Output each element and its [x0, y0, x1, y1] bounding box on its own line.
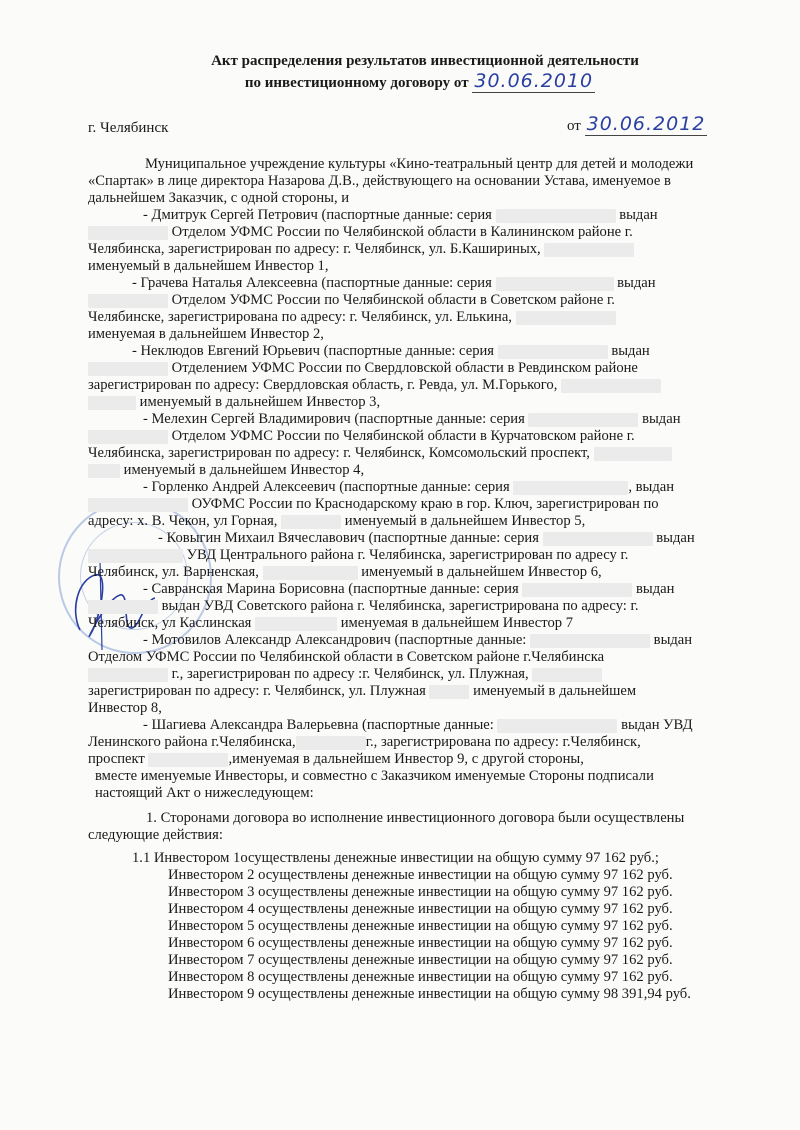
address-text: Челябинск, ул Каслинская [88, 615, 252, 631]
investor-6-line [158, 530, 800, 547]
redacted-block [513, 481, 628, 495]
investor-4-address [88, 445, 788, 462]
investor-1-name: - Дмитрук Сергей Петрович (паспортные данные: серия [143, 207, 492, 223]
line-01: Муниципальное учреждение культуры «Кино-театральный центр для детей и молодежи [145, 156, 694, 172]
investor-2-authority [88, 292, 788, 309]
investor-2-address [88, 309, 788, 326]
redacted-block [88, 668, 168, 682]
investor-9-address [88, 751, 788, 768]
redacted-block [88, 226, 168, 240]
investment-item-3: Инвестором 3 осуществлены денежные инвестиции на общую сумму 97 162 руб. [168, 884, 673, 900]
redacted-block [516, 311, 616, 325]
redacted-block [88, 396, 136, 410]
redacted-block [88, 600, 158, 614]
investor-4-designation [88, 462, 788, 479]
issued-label: выдан [611, 343, 650, 359]
designation-text: ,именуемая в дальнейшем Инвестор 9, с другой стороны, [228, 751, 584, 767]
investor-8-address-2 [88, 683, 788, 700]
investor-9-authority [88, 734, 788, 751]
document-subtitle [20, 70, 800, 92]
section-1-subheading: следующие действия: [88, 827, 223, 843]
designation-text: именуемый в дальнейшем [473, 683, 637, 699]
authority-text: Отделением УФМС России по Свердловской области в Ревдинском районе [171, 360, 638, 376]
investor-1-authority [88, 224, 788, 241]
investment-item-5: Инвестором 5 осуществлены денежные инвестиции на общую сумму 97 162 руб. [168, 918, 673, 934]
redacted-block [594, 447, 672, 461]
redacted-block [528, 413, 638, 427]
redacted-block [255, 617, 337, 631]
investor-3-name: - Неклюдов Евгений Юрьевич (паспортные данные: серия [132, 343, 495, 359]
investor-6-address [88, 564, 788, 581]
investment-item-2: Инвестором 2 осуществлены денежные инвестиции на общую сумму 97 162 руб. [168, 867, 673, 883]
investor-5-name: - Горленко Андрей Алексеевич (паспортные данные: серия [143, 479, 510, 495]
investor-6-authority [88, 547, 788, 564]
investor-4-name: - Мелехин Сергей Владимирович (паспортные данные: серия [143, 411, 525, 427]
address-text: г., зарегистрирована по адресу: г.Челябинск, [365, 734, 641, 750]
authority-text: Ленинского района г.Челябинска, [88, 734, 296, 750]
redacted-block [88, 294, 168, 308]
act-date [567, 113, 707, 135]
investor-4-authority [88, 428, 788, 445]
issued-label: выдан УВД [621, 717, 693, 733]
address-text: зарегистрирован по адресу: Свердловская область, г. Ревда, ул. М.Горького, [88, 377, 558, 393]
redacted-block [497, 719, 617, 733]
redacted-block [429, 685, 469, 699]
issued-label: выдан [636, 581, 675, 597]
redacted-block [496, 277, 614, 291]
document-title: Акт распределения результатов инвестиционной деятельности [211, 53, 639, 69]
redacted-block [281, 515, 341, 529]
issued-label: , выдан [628, 479, 675, 495]
investment-item-7: Инвестором 7 осуществлены денежные инвестиции на общую сумму 97 162 руб. [168, 952, 673, 968]
designation-text: именуемый в дальнейшем Инвестор 4, [123, 462, 365, 478]
redacted-block [88, 498, 188, 512]
redacted-block [88, 549, 183, 563]
investor-5-address [88, 513, 788, 530]
investor-8-authority: Отделом УФМС России по Челябинской области в Советском районе г.Челябинска [88, 649, 605, 665]
investor-7-name: - Савранская Марина Борисовна (паспортные данные: серия [143, 581, 519, 597]
date-prefix: от [567, 118, 581, 134]
investor-2-name: - Грачева Наталья Алексеевна (паспортные данные: серия [132, 275, 492, 291]
investor-7-address [88, 615, 788, 632]
line-03: дальнейшем Заказчик, с одной стороны, и [88, 190, 350, 206]
investor-3-designation [88, 394, 788, 411]
redacted-block [543, 532, 653, 546]
investor-8-name: - Мотовилов Александр Александрович (паспортные данные: [143, 632, 527, 648]
investor-3-address [88, 377, 788, 394]
investor-6-name: - Ковыгин Михаил Вячеславович (паспортные данные: серия [158, 530, 539, 546]
redacted-block [530, 634, 650, 648]
designation-text: именуемый в дальнейшем Инвестор 3, [139, 394, 381, 410]
investor-2-line [132, 275, 800, 292]
contract-date-handwritten: 30.06.2010 [474, 70, 594, 92]
redacted-block [498, 345, 608, 359]
issued-label: выдан [653, 632, 693, 648]
redacted-block [532, 668, 602, 682]
act-date-handwritten: 30.06.2012 [586, 113, 706, 135]
authority-text: Отделом УФМС России по Челябинской области в Калининском районе г. [171, 224, 633, 240]
investor-2-designation: именуемая в дальнейшем Инвестор 2, [88, 326, 324, 342]
subtitle-text: по инвестиционному договору от [244, 75, 469, 91]
investor-1-designation: именуемый в дальнейшем Инвестор 1, [88, 258, 329, 274]
redacted-block [88, 362, 168, 376]
authority-text: ОУФМС России по Краснодарскому краю в гор. Ключ, зарегистрирован по [191, 496, 659, 512]
redacted-block [544, 243, 634, 257]
investor-8-line [143, 632, 800, 649]
redacted-block [296, 736, 366, 750]
investment-item-6: Инвестором 6 осуществлены денежные инвестиции на общую сумму 97 162 руб. [168, 935, 673, 951]
parties-line-1: вместе именуемые Инвесторы, и совместно с Заказчиком именуемые Стороны подписали [95, 768, 654, 784]
investment-item-4: Инвестором 4 осуществлены денежные инвестиции на общую сумму 97 162 руб. [168, 901, 673, 917]
investment-item-9: Инвестором 9 осуществлены денежные инвестиции на общую сумму 98 391,94 руб. [168, 986, 691, 1002]
designation-text: именуемая в дальнейшем Инвестор 7 [340, 615, 573, 631]
investment-item-1: 1.1 Инвестором 1осуществлены денежные инвестиции на общую сумму 97 162 руб.; [132, 850, 659, 866]
address-text: проспект [88, 751, 145, 767]
redacted-block [148, 753, 228, 767]
city-label: г. Челябинск [88, 120, 169, 136]
address-text: Челябинска, зарегистрирован по адресу: г. Челябинск, Комсомольский проспект, [88, 445, 590, 461]
address-text: Челябинск, ул. Варненская, [88, 564, 259, 580]
investor-7-line [143, 581, 800, 598]
address-text: Челябинске, зарегистрирована по адресу: г. Челябинск, ул. Елькина, [88, 309, 512, 325]
issued-label: выдан [617, 275, 656, 291]
authority-text: Отделом УФМС России по Челябинской области в Советском районе г. [171, 292, 615, 308]
investor-5-line [143, 479, 800, 496]
designation-text: именуемый в дальнейшем Инвестор 6, [361, 564, 602, 580]
investor-8-address-1 [88, 666, 788, 683]
address-text: зарегистрирован по адресу: г. Челябинск, ул. Плужная [88, 683, 426, 699]
authority-text: выдан УВД Советского района г. Челябинска, зарегистрирована по адресу: г. [161, 598, 639, 614]
redacted-block [88, 430, 168, 444]
investor-3-authority [88, 360, 788, 377]
investor-7-authority [88, 598, 788, 615]
line-02: «Спартак» в лице директора Назарова Д.В., действующего на основании Устава, именуемое в [88, 173, 671, 189]
issued-label: выдан [642, 411, 681, 427]
investor-9-line [143, 717, 800, 734]
investor-3-line [132, 343, 800, 360]
redacted-block [263, 566, 358, 580]
authority-text: УВД Центрального района г. Челябинска, зарегистрирован по адресу г. [186, 547, 629, 563]
investor-1-line [143, 207, 800, 224]
redacted-block [561, 379, 661, 393]
issued-label: выдан [619, 207, 658, 223]
parties-line-2: настоящий Акт о нижеследующем: [95, 785, 314, 801]
redacted-block [496, 209, 616, 223]
address-text: адресу: х. В. Чекон, ул Горная, [88, 513, 278, 529]
section-1-heading: 1. Сторонами договора во исполнение инвестиционного договора были осуществлены [146, 810, 685, 826]
investor-1-address [88, 241, 788, 258]
investment-item-8: Инвестором 8 осуществлены денежные инвестиции на общую сумму 97 162 руб. [168, 969, 673, 985]
investor-9-name: - Шагиева Александра Валерьевна (паспортные данные: [143, 717, 494, 733]
address-text: г., зарегистрирован по адресу :г. Челябинск, ул. Плужная, [171, 666, 529, 682]
investor-5-authority [88, 496, 788, 513]
redacted-block [522, 583, 632, 597]
designation-text: именуемый в дальнейшем Инвестор 5, [344, 513, 586, 529]
issued-label: выдан [656, 530, 695, 546]
investor-4-line [143, 411, 800, 428]
address-text: Челябинска, зарегистрирован по адресу: г. Челябинск, ул. Б.Кашириных, [88, 241, 541, 257]
redacted-block [88, 464, 120, 478]
investor-8-designation: Инвестор 8, [88, 700, 162, 716]
authority-text: Отделом УФМС России по Челябинской области в Курчатовском районе г. [171, 428, 635, 444]
